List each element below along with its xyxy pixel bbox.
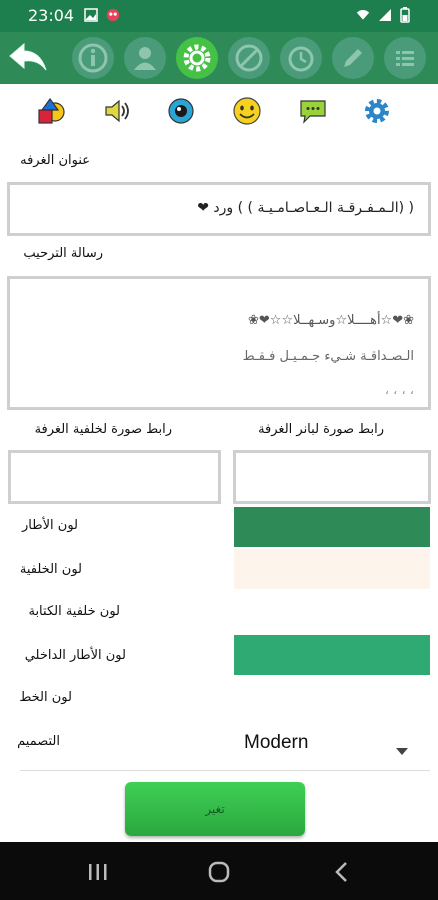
inner-frame-color-label: لون الأطار الداخلي xyxy=(24,648,126,663)
frame-color-label: لون الأطار xyxy=(22,518,78,533)
status-time: 23:04 xyxy=(28,6,75,25)
chevron-down-icon xyxy=(396,740,408,759)
user-icon[interactable] xyxy=(124,37,166,79)
background-image-input[interactable] xyxy=(8,450,221,504)
home-icon[interactable] xyxy=(207,860,231,884)
top-toolbar xyxy=(0,32,438,84)
inner-frame-color-swatch[interactable] xyxy=(234,635,430,675)
edit-icon[interactable] xyxy=(332,37,374,79)
image-icon xyxy=(84,8,98,22)
back-arrow-icon[interactable] xyxy=(4,37,52,79)
welcome-message-label: رسالة الترحيب xyxy=(23,246,103,261)
change-button[interactable]: تغير xyxy=(125,782,305,836)
text-background-color-label: لون خلفية الكتابة xyxy=(28,604,120,619)
info-icon[interactable] xyxy=(72,37,114,79)
room-title-value: ( (الـمـفـرقـة الـعـاصـامـيـة ) ) ورد ❤ xyxy=(197,200,414,216)
background-image-label: رابط صورة لخلفية الغرفة xyxy=(34,422,172,437)
block-icon[interactable] xyxy=(228,37,270,79)
eye-icon[interactable] xyxy=(164,94,198,128)
text-background-color-swatch[interactable] xyxy=(234,592,430,632)
app-notification-icon xyxy=(106,8,120,22)
frame-color-swatch[interactable] xyxy=(234,507,430,547)
signal-icon xyxy=(378,8,392,22)
smiley-icon[interactable] xyxy=(230,94,264,128)
font-color-swatch[interactable] xyxy=(234,678,430,718)
settings-icon[interactable] xyxy=(360,94,394,128)
battery-icon xyxy=(398,8,412,22)
settings-gear-icon[interactable] xyxy=(176,37,218,79)
settings-category-row xyxy=(0,88,438,134)
welcome-message-input[interactable] xyxy=(7,276,431,410)
shapes-icon[interactable] xyxy=(34,94,68,128)
background-color-label: لون الخلفية xyxy=(19,562,82,577)
list-icon[interactable] xyxy=(384,37,426,79)
welcome-line-3: ، ، ، ، xyxy=(384,383,414,398)
design-select-value: Modern xyxy=(244,732,309,753)
font-color-label: لون الخط xyxy=(19,690,72,705)
welcome-line-1: ❀❤☆أهــــلا☆وسـهــلا☆☆❤❀ xyxy=(248,313,414,328)
back-nav-icon[interactable] xyxy=(330,860,354,884)
design-label: التصميم xyxy=(17,734,60,749)
wifi-icon xyxy=(356,8,370,22)
welcome-line-2: الـصـداقـة شـيء جـمـيـل فـقـط xyxy=(242,349,414,364)
android-navigation-bar xyxy=(0,842,438,900)
status-bar xyxy=(0,0,438,32)
divider xyxy=(20,770,430,771)
room-title-input[interactable] xyxy=(7,182,431,236)
banner-image-label: رابط صورة لبانر الغرفة xyxy=(258,422,384,437)
background-color-swatch[interactable] xyxy=(234,549,430,589)
recent-apps-icon[interactable] xyxy=(86,860,110,884)
speaker-icon[interactable] xyxy=(100,94,134,128)
clock-icon[interactable] xyxy=(280,37,322,79)
design-select[interactable] xyxy=(234,724,430,764)
chat-bubble-icon[interactable] xyxy=(296,94,330,128)
banner-image-input[interactable] xyxy=(233,450,431,504)
room-title-label: عنوان الغرفه xyxy=(20,153,90,168)
